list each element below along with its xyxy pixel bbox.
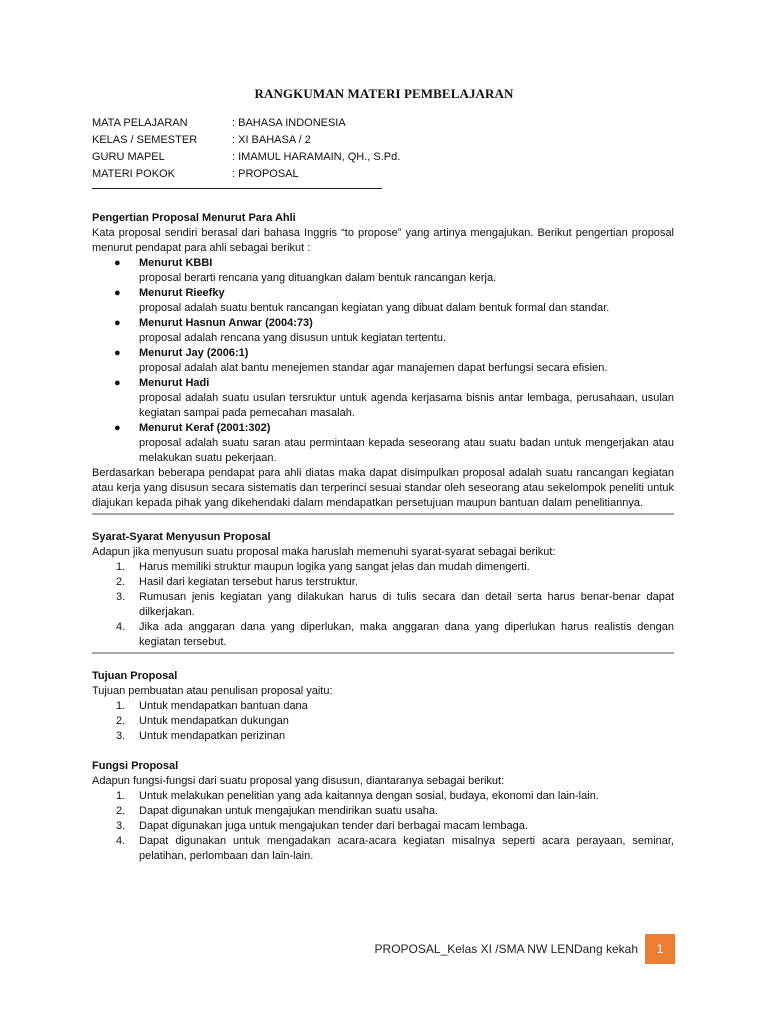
item-number: 1.	[116, 790, 126, 802]
section-conclusion: Berdasarkan beberapa pendapat para ahli diatas maka dapat disimpulkan proposal adalah suatu rancangan kegiatan atau kerja yang disusun secara sistematis dan terperinci sesuai standar oleh seseorang atau sekelompok peneliti untuk diajukan kepada pihak yang dikehendaki dalam mendapatkan persetujuan maupun bantuan dalam penelitiannya.	[92, 467, 674, 509]
info-separator-line	[92, 188, 382, 189]
item-text: Dapat digunakan untuk mengadakan acara-acara kegiatan misalnya seperti acara perayaan, seminar, pelatihan, perlombaan dan lain-lain.	[139, 835, 674, 862]
bullet-icon: ●	[114, 422, 121, 434]
list-item	[92, 729, 674, 744]
item-text: Untuk melakukan penelitian yang ada kaitannya dengan sosial, budaya, ekonomi dan lain-lain.	[139, 790, 599, 802]
list-item	[92, 286, 674, 316]
item-text: Harus memiliki struktur maupun logika yang sangat jelas dan mudah dimengerti.	[139, 561, 530, 573]
list-item	[92, 346, 674, 376]
info-label: GURU MAPEL	[92, 151, 165, 163]
section-heading-pengertian: Pengertian Proposal Menurut Para Ahli	[92, 212, 296, 224]
bullet-icon: ●	[114, 287, 121, 299]
item-number: 3.	[116, 730, 126, 742]
expert-name: Menurut Hasnun Anwar (2004:73)	[139, 317, 313, 329]
section-intro: Tujuan pembuatan atau penulisan proposal yaitu:	[92, 685, 333, 697]
list-item	[92, 376, 674, 421]
list-item	[92, 699, 674, 714]
section-intro: Adapun fungsi-fungsi dari suatu proposal yang disusun, diantaranya sebagai berikut:	[92, 775, 505, 787]
item-text: Dapat digunakan juga untuk mengajukan tender dari berbagai macam lembaga.	[139, 820, 528, 832]
item-number: 2.	[116, 715, 126, 727]
list-item	[92, 804, 674, 819]
info-row	[92, 132, 400, 149]
list-item	[92, 575, 674, 590]
info-row	[92, 115, 400, 132]
expert-name: Menurut Rieefky	[139, 287, 225, 299]
expert-list	[92, 256, 674, 466]
functions-list	[92, 789, 674, 864]
item-number: 1.	[116, 561, 126, 573]
section-intro: Adapun jika menyusun suatu proposal maka haruslah memenuhi syarat-syarat sebagai berikut:	[92, 546, 556, 558]
section-heading-syarat: Syarat-Syarat Menyusun Proposal	[92, 531, 271, 543]
section-heading-tujuan: Tujuan Proposal	[92, 670, 178, 682]
expert-definition: proposal adalah suatu bentuk rancangan kegiatan yang dibuat dalam bentuk formal dan standar.	[139, 302, 610, 314]
item-text: Untuk mendapatkan dukungan	[139, 715, 289, 727]
item-number: 1.	[116, 700, 126, 712]
bullet-icon: ●	[114, 347, 121, 359]
bullet-icon: ●	[114, 317, 121, 329]
item-text: Rumusan jenis kegiatan yang dilakukan harus di tulis secara dan detail serta harus benar-benar dapat dilkerjakan.	[139, 591, 674, 618]
section-intro: Kata proposal sendiri berasal dari bahasa Inggris “to propose” yang artinya mengajukan. Berikut pengertian proposal menurut pendapat para ahli sebagai berikut :	[92, 227, 674, 254]
list-item	[92, 560, 674, 575]
page-number-badge: 1	[645, 934, 675, 964]
info-block	[92, 115, 400, 183]
list-item	[92, 834, 674, 864]
list-item	[92, 789, 674, 804]
list-item	[92, 714, 674, 729]
item-text: Jika ada anggaran dana yang diperlukan, maka anggaran dana yang diperlukan harus realistis dengan kegiatan tersebut.	[139, 621, 674, 648]
item-number: 2.	[116, 805, 126, 817]
goals-list	[92, 699, 674, 744]
expert-definition: proposal adalah alat bantu menejemen standar agar manajemen dapat berfungsi secara efisien.	[139, 362, 608, 374]
expert-name: Menurut Jay (2006:1)	[139, 347, 249, 359]
info-row	[92, 149, 400, 166]
info-row	[92, 166, 400, 183]
item-number: 4.	[116, 621, 126, 633]
info-label: MATA PELAJARAN	[92, 117, 188, 129]
info-value: : PROPOSAL	[232, 168, 299, 180]
list-item	[92, 256, 674, 286]
expert-name: Menurut Hadi	[139, 377, 210, 389]
list-item	[92, 819, 674, 834]
document-title: RANGKUMAN MATERI PEMBELAJARAN	[254, 86, 514, 101]
content-body	[92, 211, 674, 864]
bullet-icon: ●	[114, 377, 121, 389]
expert-definition: proposal berarti rencana yang dituangkan dalam bentuk rancangan kerja.	[139, 272, 497, 284]
section-heading-fungsi: Fungsi Proposal	[92, 760, 179, 772]
item-number: 3.	[116, 591, 126, 603]
expert-definition: proposal adalah suatu usulan tersruktur untuk agenda kerjasama bisnis antar lembaga, perusahaan, usulan kegiatan sampai pada pemecahan masalah.	[139, 392, 674, 419]
requirements-list	[92, 560, 674, 650]
list-item	[92, 620, 674, 650]
item-text: Hasil dari kegiatan tersebut harus terstruktur.	[139, 576, 358, 588]
info-label: MATERI POKOK	[92, 168, 175, 180]
list-item	[92, 421, 674, 466]
bullet-icon: ●	[114, 257, 121, 269]
info-value: : BAHASA INDONESIA	[232, 117, 346, 129]
item-number: 4.	[116, 835, 126, 847]
expert-definition: proposal adalah rencana yang disusun untuk kegiatan tertentu.	[139, 332, 446, 344]
expert-definition: proposal adalah suatu saran atau permintaan kepada seseorang atau suatu badan untuk mengerjakan atau melakukan suatu pekerjaan.	[139, 437, 674, 464]
expert-name: Menurut Keraf (2001:302)	[139, 422, 271, 434]
footer-text: PROPOSAL_Kelas XI /SMA NW LENDang kekah	[374, 942, 638, 956]
item-text: Untuk mendapatkan perizinan	[139, 730, 286, 742]
item-number: 3.	[116, 820, 126, 832]
item-text: Untuk mendapatkan bantuan dana	[139, 700, 308, 712]
item-text: Dapat digunakan untuk mengajukan mendirikan suatu usaha.	[139, 805, 439, 817]
list-item	[92, 590, 674, 620]
list-item	[92, 316, 674, 346]
info-label: KELAS / SEMESTER	[92, 134, 198, 146]
info-value: : XI BAHASA / 2	[232, 134, 311, 146]
item-number: 2.	[116, 576, 126, 588]
expert-name: Menurut KBBI	[139, 257, 213, 269]
info-value: : IMAMUL HARAMAIN, QH., S.Pd.	[232, 151, 401, 163]
